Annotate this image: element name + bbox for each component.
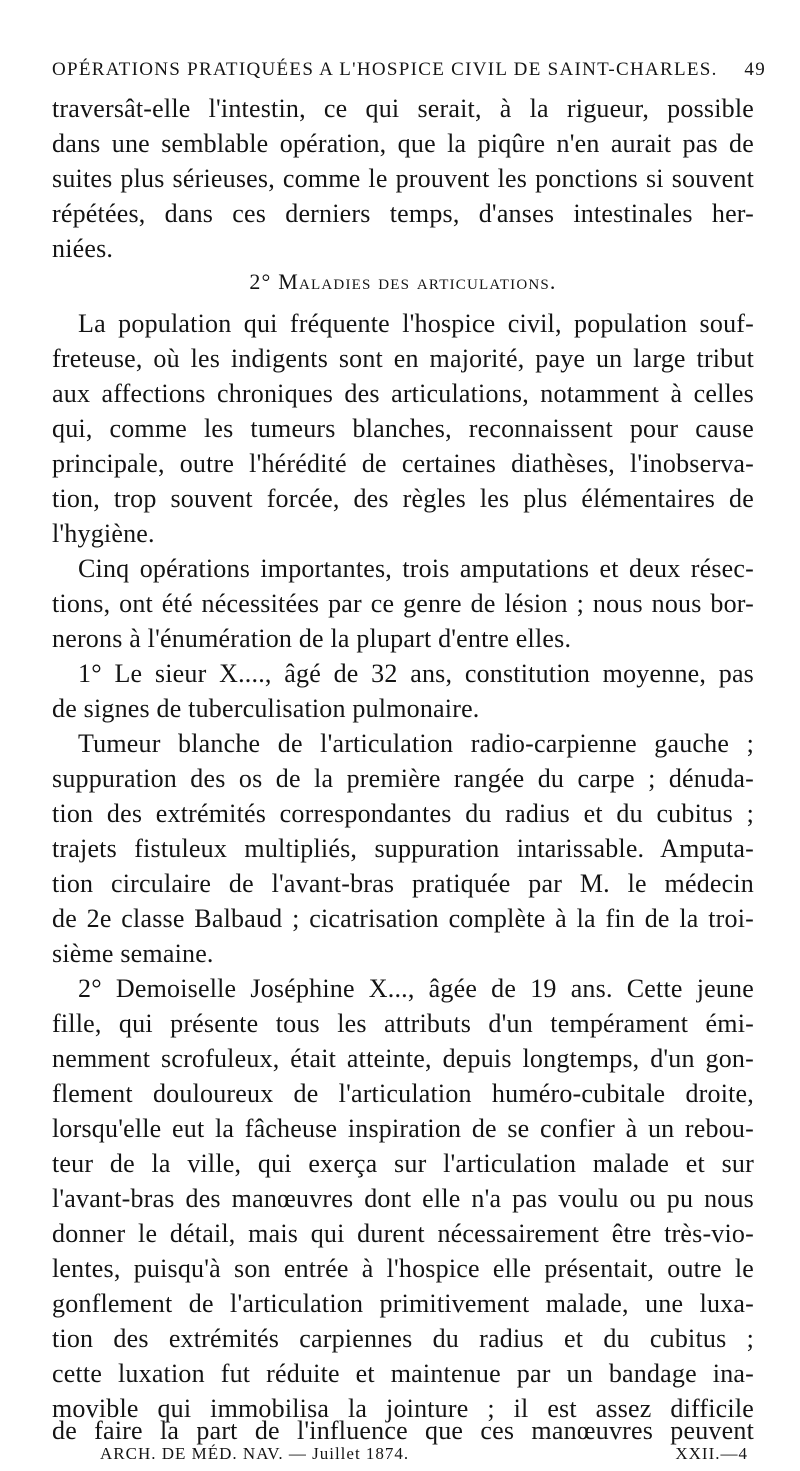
text-line: de faire la part de l'influence que ces manœuvres peuvent (52, 1416, 754, 1445)
text-line: trajets fistuleux multipliés, suppuration intarissable. Amputa- (52, 834, 754, 863)
running-title: OPÉRATIONS PRATIQUÉES A L'HOSPICE CIVIL DE SAINT-CHARLES. (52, 59, 718, 80)
text-line: Tumeur blanche de l'articulation radio-carpienne gauche ; (78, 729, 754, 758)
text-line: aux affections chroniques des articulations, notamment à celles (52, 379, 754, 408)
journal-signature: ARCH. DE MÉD. NAV. — Juillet 1874. (100, 1444, 410, 1463)
text-line: suites plus sérieuses, comme le prouvent les ponctions si souvent (52, 164, 754, 193)
text-line: tions, ont été nécessitées par ce genre de lésion ; nous nous bor- (52, 589, 754, 618)
text-line: donner le détail, mais qui durent nécessairement être très-vio- (52, 1219, 754, 1248)
text-line: traversât-elle l'intestin, ce qui serait, à la rigueur, possible (52, 94, 754, 123)
running-head (52, 56, 766, 84)
text-line: tion, trop souvent forcée, des règles les plus élémentaires de (52, 484, 754, 513)
text-line: sième semaine. (52, 939, 214, 968)
text-line: l'hygiène. (52, 519, 155, 548)
text-line: freteuse, où les indigents sont en majorité, paye un large tribut (52, 344, 754, 373)
text-line: 2° Demoiselle Joséphine X..., âgée de 19 ans. Cette jeune (78, 974, 754, 1003)
text-line: nemment scrofuleux, était atteinte, depuis longtemps, d'un gon- (52, 1044, 754, 1073)
page-number: 49 (744, 59, 766, 80)
text-line: qui, comme les tumeurs blanches, reconnaissent pour cause (52, 414, 754, 443)
text-line: principale, outre l'hérédité de certaines diathèses, l'inobserva- (52, 449, 754, 478)
text-line: tion circulaire de l'avant-bras pratiquée par M. le médecin (52, 869, 754, 898)
text-line: cette luxation fut réduite et maintenue par un bandage ina- (52, 1359, 754, 1388)
text-line: suppuration des os de la première rangée du carpe ; dénuda- (52, 764, 754, 793)
section-heading: 2° Maladies des articulations. (249, 269, 557, 294)
text-line: lentes, puisqu'à son entrée à l'hospice elle présentait, outre le (52, 1254, 754, 1283)
text-line: fille, qui présente tous les attributs d'un tempérament émi- (52, 1009, 754, 1038)
text-line: répétées, dans ces derniers temps, d'anses intestinales her- (52, 199, 754, 228)
text-line: teur de la ville, qui exerça sur l'articulation malade et sur (52, 1149, 754, 1178)
text-line: l'avant-bras des manœuvres dont elle n'a pas voulu ou pu nous (52, 1184, 754, 1213)
text-line: de 2e classe Balbaud ; cicatrisation complète à la fin de la troi- (52, 904, 754, 933)
volume-signature: XXII.—4 (675, 1444, 748, 1463)
text-line: tion des extrémités carpiennes du radius et du cubitus ; (52, 1324, 754, 1353)
text-line: La population qui fréquente l'hospice civil, population souf- (78, 309, 754, 338)
text-line: lorsqu'elle eut la fâcheuse inspiration de se confier à un rebou- (52, 1114, 754, 1143)
text-line: 1° Le sieur X...., âgé de 32 ans, constitution moyenne, pas (78, 659, 754, 688)
text-line: nerons à l'énumération de la plupart d'entre elles. (52, 624, 572, 653)
text-line: gonflement de l'articulation primitivement malade, une luxa- (52, 1289, 754, 1318)
text-line: dans une semblable opération, que la piqûre n'en aurait pas de (52, 129, 754, 158)
page-footer (100, 1442, 748, 1466)
text-line: de signes de tuberculisation pulmonaire. (52, 694, 480, 723)
text-line: flement douloureux de l'articulation huméro-cubitale droite, (52, 1079, 754, 1108)
text-line: movible qui immobilisa la jointure ; il est assez difficile (52, 1394, 754, 1423)
text-line: niées. (52, 234, 114, 263)
text-line: tion des extrémités correspondantes du radius et du cubitus ; (52, 799, 754, 828)
text-line: Cinq opérations importantes, trois amputations et deux résec- (78, 554, 754, 583)
